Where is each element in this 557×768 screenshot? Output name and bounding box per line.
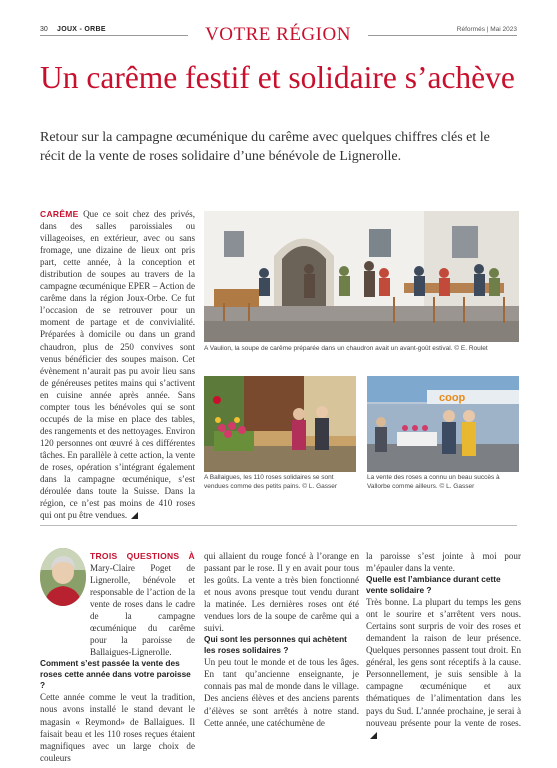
interview-column-2 xyxy=(204,550,359,729)
interview-column-3 xyxy=(366,550,521,741)
section-divider xyxy=(40,525,517,526)
svg-text:coop: coop xyxy=(439,392,466,404)
answer-2-part-2: la paroisse s’est jointe à moi pour m’épauler dans la vente. xyxy=(366,551,521,574)
photo-ballaigues xyxy=(204,376,356,472)
lead-paragraph: Retour sur la campagne œcuménique du carême avec quelques chiffres clés et le récit de la vente de roses solidaire d’une bénévole de Lignerolle. xyxy=(40,130,490,164)
answer-2-part-1: Un peu tout le monde et de tous les âges. En tant qu’ancienne enseignante, je connais pas mal de monde dans le village. Des anciens élèves et des anciens parents d’élèves se sont arrêtés à notre stand. Cette année, une catéchumène de xyxy=(204,657,359,728)
article-kicker: CARÊME xyxy=(40,209,79,219)
photo-vallorbe xyxy=(367,376,519,472)
interview-column-1 xyxy=(40,550,195,764)
section-name: JOUX - ORBE xyxy=(57,25,106,33)
article-text: Que ce soit chez des privés, dans des salles paroissiales ou villageoises, en extérieur, avec ou sans fromage, une dizaine de lieux ont pris part, cette année, à la conception et distribution de soupes au travers de la campagne œcuménique EPER – Action de carême dans la région Joux-Orbe. Ce fut l’occasion de se retrouver pour un moment de partage et de convivialité. Préparées à domicile ou dans un grand chaudron, plus de 250 convives sont venus bénéficier des soupes maison. Cet évènement n’aurait pas pu avoir lieu sans de généreuses petites mains qui s’activent en cuisine année après année. Sans compter tous les bénévoles qui se sont occupés de la mise en place des tables, des rangements et des nettoyages. Environ 120 personnes ont œuvré à ces différentes tâches. En parallèle à cette action, la vente de roses, opération s’intégrant également dans la campagne œcuménique, s’est déroulée dans toute la Suisse. Dans la région, ce n’est pas moins de 410 roses qui ont pu être vendues. xyxy=(40,209,195,521)
article-body xyxy=(40,208,195,521)
section-title: VOTRE RÉGION xyxy=(205,24,351,45)
interview-kicker: TROIS QUESTIONS À xyxy=(90,551,195,561)
question-2: Qui sont les personnes qui achètent les roses solidaires ? xyxy=(204,634,347,656)
end-mark-icon xyxy=(131,512,138,519)
answer-3: Très bonne. La plupart du temps les gens ont le sourire et s’arrêtent vers nous. Certains sont surpris de voir des roses et demandent la raison de leur présence. Quelques personnes passent tout droit. En général, les gens sont réceptifs à la cause. Personnellement, je suis sensible à la campagne œcuménique et aux thématiques de l’alimentation dans les pays du Sud. L’année prochaine, je serai à nouveau présente pour la vente de roses. xyxy=(366,597,521,728)
answer-1-part-1: Cette année comme le veut la tradition, nous avons installé le stand devant le magasin « Reymond» de Ballaigues. Il faisait beau et les 110 roses reçues étaient magnifiques avec un large choix de couleurs xyxy=(40,692,195,763)
photo-ballaigues-caption: A Ballaigues, les 110 roses solidaires se sont vendues comme des petits pains. © L. Gasser xyxy=(204,474,338,490)
photo-vallorbe-caption: La vente des roses a connu un beau succès à Vallorbe comme ailleurs. © L. Gasser xyxy=(367,474,500,490)
answer-1-part-2: qui allaient du rouge foncé à l’orange en passant par le rose. Il y en avait pour tous les goûts. La vente a très bien fonctionné et nous avons presque tout vendu durant la matinée. Les dernières roses ont été vendues lors de la soupe de carême qui a suivi. xyxy=(204,551,359,634)
photo-vaulion-caption: A Vaulion, la soupe de carême préparée dans un chaudron avait un avant-goût estival. © E. Roulet xyxy=(204,345,488,352)
interview-intro: Mary-Claire Poget de Lignerolle, bénévole et responsable de l’action de la vente de roses dans le cadre de la campagne œcuménique du carême pour la paroisse de Ballaigues-Lignerolle. xyxy=(90,563,195,658)
page-number: 30 xyxy=(40,26,48,33)
end-mark-icon xyxy=(370,732,377,739)
photo-vaulion xyxy=(204,211,519,342)
headline: Un carême festif et solidaire s’achève xyxy=(40,60,515,95)
header-title-box xyxy=(188,22,368,48)
question-3: Quelle est l’ambiance durant cette vente solidaire ? xyxy=(366,574,501,596)
question-1: Comment s’est passée la vente des roses cette année dans votre paroisse ? xyxy=(40,658,191,691)
publication-info: Réformés | Mai 2023 xyxy=(456,26,517,33)
